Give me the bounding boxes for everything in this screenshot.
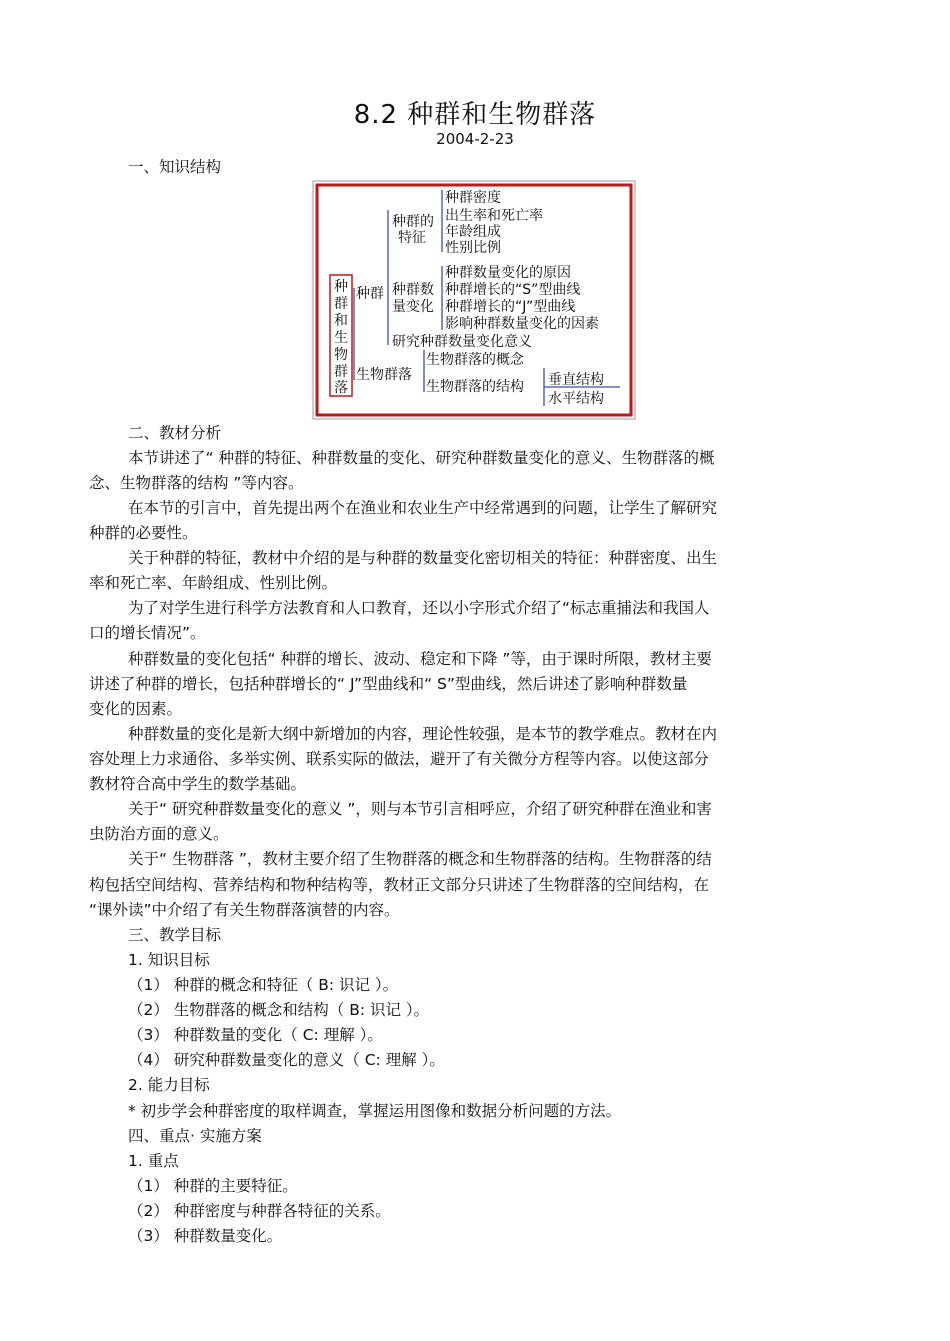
feature-item: 年龄组成: [445, 224, 501, 240]
goal-item: （1） 种群的概念和特征（ B: 识记 ）。: [128, 976, 399, 994]
paragraph-line: 关于“ 生物群落 ”，教材主要介绍了生物群落的概念和生物群落的结构。生物群落的结: [128, 850, 712, 868]
paragraph-line: 口的增长情况”。: [89, 624, 206, 642]
focus-item: （3） 种群数量变化。: [128, 1227, 283, 1245]
root-char: 生: [334, 330, 348, 346]
change-item: 影响种群数量变化的因素: [445, 316, 599, 332]
paragraph-line: 在本节的引言中，首先提出两个在渔业和农业生产中经常遇到的问题，让学生了解研究: [128, 499, 718, 517]
root-char: 群: [334, 364, 348, 380]
goal-item: * 初步学会种群密度的取样调查，掌握运用图像和数据分析问题的方法。: [128, 1102, 622, 1120]
paragraph-line: 虫防治方面的意义。: [89, 825, 229, 843]
paragraph-line: 教材符合高中学生的数学基础。: [89, 775, 307, 793]
research-item: 研究种群数量变化意义: [392, 334, 532, 350]
line-section-2: 二、教材分析: [128, 424, 222, 442]
change-item: 种群数量变化的原因: [445, 265, 571, 281]
root-char: 和: [334, 313, 348, 329]
paragraph-line: 构包括空间结构、营养结构和物种结构等，教材正文部分只讲述了生物群落的空间结构，在: [89, 876, 710, 894]
paragraph-line: 种群的必要性。: [89, 524, 198, 542]
focus-item: （1） 种群的主要特征。: [128, 1177, 298, 1195]
paragraph-line: 变化的因素。: [89, 700, 183, 718]
knowledge-structure-diagram: [312, 180, 636, 420]
line-section-3: 三、教学目标: [128, 926, 222, 944]
root-char: 种: [334, 279, 348, 295]
paragraph-line: 为了对学生进行科学方法教育和人口教育，还以小字形式介绍了“标志重捕法和我国人: [128, 599, 710, 617]
features-label: 种群的: [392, 214, 434, 230]
goal-item: （3） 种群数量的变化（ C: 理解 ）。: [128, 1026, 383, 1044]
page-title: 8.2 种群和生物群落: [353, 100, 597, 130]
community-concept: 生物群落的概念: [426, 352, 524, 368]
line-section-4: 四、重点· 实施方案: [128, 1127, 262, 1145]
zhongqun-label: 种群: [356, 286, 384, 302]
feature-item: 性别比例: [445, 240, 501, 256]
change-label: 量变化: [392, 299, 434, 315]
root-char: 落: [334, 380, 348, 396]
line-section-1: 一、知识结构: [128, 158, 222, 176]
paragraph-line: 关于种群的特征，教材中介绍的是与种群的数量变化密切相关的特征：种群密度、出生: [128, 549, 718, 567]
community-structure: 生物群落的结构: [426, 379, 524, 395]
paragraph-line: 讲述了种群的增长，包括种群增长的“ J”型曲线和“ S”型曲线，然后讲述了影响种群数量: [89, 675, 688, 693]
change-label: 种群数: [392, 282, 434, 298]
structure-item: 垂直结构: [548, 372, 604, 388]
features-label: 特征: [398, 230, 426, 246]
paragraph-line: “课外读”中介绍了有关生物群落演替的内容。: [89, 901, 400, 919]
paragraph-line: 本节讲述了“ 种群的特征、种群数量的变化、研究种群数量变化的意义、生物群落的概: [128, 449, 715, 467]
root-char: 群: [334, 296, 348, 312]
goal-item: （4） 研究种群数量变化的意义（ C: 理解 ）。: [128, 1051, 445, 1069]
paragraph-line: 种群数量的变化包括“ 种群的增长、波动、稳定和下降 ”等，由于课时所限，教材主要: [128, 650, 712, 668]
change-item: 种群增长的“J”型曲线: [445, 299, 576, 315]
feature-item: 种群密度: [445, 190, 501, 206]
change-item: 种群增长的“S”型曲线: [445, 282, 581, 298]
goal-heading: 1. 知识目标: [128, 951, 210, 969]
paragraph-line: 容处理上力求通俗、多举实例、联系实际的做法，避开了有关微分方程等内容。以使这部分: [89, 750, 710, 768]
goal-item: （2） 生物群落的概念和结构（ B: 识记 ）。: [128, 1001, 430, 1019]
paragraph-line: 关于“ 研究种群数量变化的意义 ”，则与本节引言相呼应，介绍了研究种群在渔业和害: [128, 800, 712, 818]
paragraph-line: 念、生物群落的结构 ”等内容。: [89, 474, 304, 492]
structure-item: 水平结构: [548, 391, 604, 407]
goal-heading: 2. 能力目标: [128, 1076, 210, 1094]
paragraph-line: 率和死亡率、年龄组成、性别比例。: [89, 574, 338, 592]
feature-item: 出生率和死亡率: [445, 208, 543, 224]
focus-item: （2） 种群密度与种群各特征的关系。: [128, 1202, 391, 1220]
page-date: 2004-2-23: [436, 130, 514, 148]
root-char: 物: [334, 347, 348, 363]
paragraph-line: 种群数量的变化是新大纲中新增加的内容，理论性较强，是本节的教学难点。教材在内: [128, 725, 718, 743]
shengwu-qunluo-label: 生物群落: [356, 367, 412, 383]
focus-heading: 1. 重点: [128, 1152, 179, 1170]
